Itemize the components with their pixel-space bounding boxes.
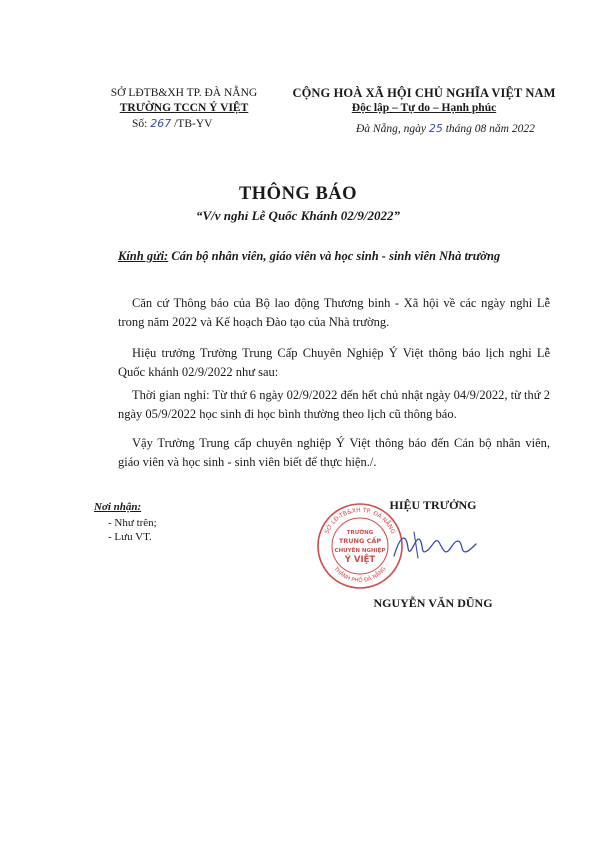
reference-handwritten-number: 267	[150, 117, 172, 130]
paragraph-4: Vậy Trường Trung cấp chuyên nghiệp Ý Việt thông báo đến Cán bộ nhân viên, giáo viên và học sinh - sinh viên biết để thực hiện./.	[118, 436, 550, 469]
recipient-item: - Như trên;	[108, 517, 157, 529]
paragraph-2: Hiệu trưởng Trường Trung Cấp Chuyên Nghiệp Ý Việt thông báo lịch nghỉ Lễ Quốc khánh 02/9/2022 như sau:	[118, 346, 550, 379]
nation-name: CỘNG HOÀ XÃ HỘI CHỦ NGHĨA VIỆT NAM	[292, 86, 556, 100]
addressee	[118, 247, 550, 266]
reference-prefix: Số:	[132, 118, 148, 130]
issue-date	[356, 122, 535, 135]
seal-bottom-text: THÀNH PHỐ ĐÀ NẴNG	[332, 566, 388, 585]
seal-line-1: TRƯỜNG	[346, 530, 374, 536]
issuer-agency: SỞ LĐTB&XH TP. ĐÀ NẴNG	[110, 87, 258, 99]
paragraph-3: Thời gian nghỉ: Từ thứ 6 ngày 02/9/2022 đến hết chủ nhật ngày 04/9/2022, từ thứ 2 ngày 05/9/2022 học sinh đi học bình thường theo lịch cũ thông báo.	[118, 388, 550, 421]
signatory-name: NGUYỄN VĂN DŨNG	[373, 596, 493, 610]
national-motto: Độc lập – Tự do – Hạnh phúc	[351, 102, 497, 114]
reference-suffix: /TB-YV	[174, 118, 213, 130]
date-handwritten-day: 25	[428, 122, 443, 135]
handwritten-signature	[390, 526, 480, 566]
issuer-block	[96, 86, 272, 116]
national-header	[284, 86, 564, 116]
recipient-item: - Lưu VT.	[108, 531, 152, 543]
seal-line-4: Ý VIỆT	[344, 555, 376, 565]
seal-ring-text: SỞ LĐ-TB&XH TP. ĐÀ NẴNG	[323, 506, 397, 535]
svg-text:THÀNH PHỐ ĐÀ NẴNG	[332, 565, 388, 584]
addressee-text: Cán bộ nhân viên, giáo viên và học sinh - sinh viên Nhà trường	[168, 249, 501, 263]
issuer-school: TRƯỜNG TCCN Ý VIỆT	[119, 102, 249, 114]
seal-line-3: CHUYÊN NGHIỆP	[334, 548, 386, 554]
recipients-title: Nơi nhận:	[94, 501, 142, 513]
addressee-label: Kính gửi:	[118, 249, 169, 263]
doc-title: THÔNG BÁO	[238, 184, 358, 204]
signatory-title: HIỆU TRƯỞNG	[389, 498, 477, 512]
doc-subtitle: “V/v nghỉ Lễ Quốc Khánh 02/9/2022”	[195, 208, 401, 223]
seal-line-2: TRUNG CẤP	[338, 537, 382, 545]
date-prefix: Đà Nẵng, ngày	[356, 123, 426, 135]
reference-number	[132, 117, 212, 130]
paragraph-1: Căn cứ Thông báo của Bộ lao động Thương binh - Xã hội về các ngày nghỉ Lễ trong năm 2022 và Kế hoạch Đào tạo của Nhà trường.	[118, 296, 550, 329]
date-rest: tháng 08 năm 2022	[445, 123, 535, 135]
